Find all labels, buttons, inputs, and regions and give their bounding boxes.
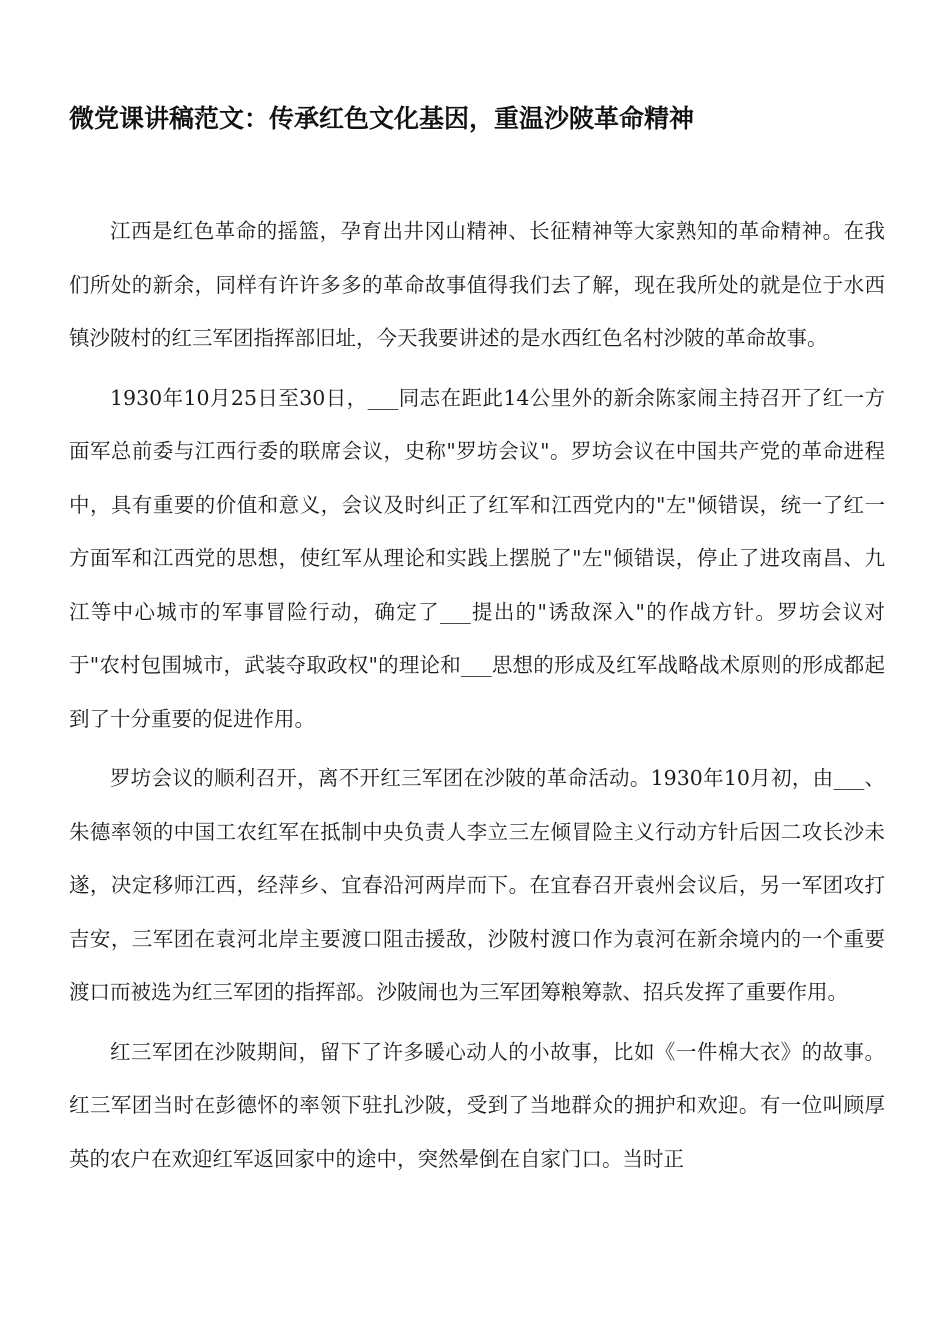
paragraph: 红三军团在沙陂期间，留下了许多暖心动人的小故事，比如《一件棉大衣》的故事。红三军团当时在彭德怀的率领下驻扎沙陂，受到了当地群众的拥护和欢迎。有一位叫顾厚英的农户在欢迎红军返回家中的途中，突然晕倒在自家门口。当时正 — [69, 1039, 885, 1171]
document-body — [69, 205, 885, 1192]
paragraph: 江西是红色革命的摇篮，孕育出井冈山精神、长征精神等大家熟知的革命精神。在我们所处的新余，同样有许许多多的革命故事值得我们去了解，现在我所处的就是位于水西镇沙陂村的红三军团指挥部旧址，今天我要讲述的是水西红色名村沙陂的革命故事。 — [69, 219, 885, 350]
document-title: 微党课讲稿范文：传承红色文化基因，重温沙陂革命精神 — [69, 104, 695, 133]
paragraph: 1930年10月25日至30日，___同志在距此14公里外的新余陈家闹主持召开了红一方面军总前委与江西行委的联席会议，史称"罗坊会议"。罗坊会议在中国共产党的革命进程中，具有重要的价值和意义，会议及时纠正了红军和江西党内的"左"倾错误，统一了红一方面军和江西党的思想，使红军从理论和实践上摆脱了"左"倾错误，停止了进攻南昌、九江等中心城市的军事冒险行动，确定了___提出的"诱敌深入"的作战方针。罗坊会议对于"农村包围城市，武装夺取政权"的理论和___思想的形成及红军战略战术原则的形成都起到了十分重要的促进作用。 — [69, 385, 885, 731]
paragraph: 罗坊会议的顺利召开，离不开红三军团在沙陂的革命活动。1930年10月初，由___、朱德率领的中国工农红军在抵制中央负责人李立三左倾冒险主义行动方针后因二攻长沙未遂，决定移师江西，经萍乡、宜春沿河两岸而下。在宜春召开袁州会议后，另一军团攻打吉安，三军团在袁河北岸主要渡口阻击援敌，沙陂村渡口作为袁河在新余境内的一个重要渡口而被选为红三军团的指挥部。沙陂闹也为三军团筹粮筹款、招兵发挥了重要作用。 — [69, 766, 885, 1004]
